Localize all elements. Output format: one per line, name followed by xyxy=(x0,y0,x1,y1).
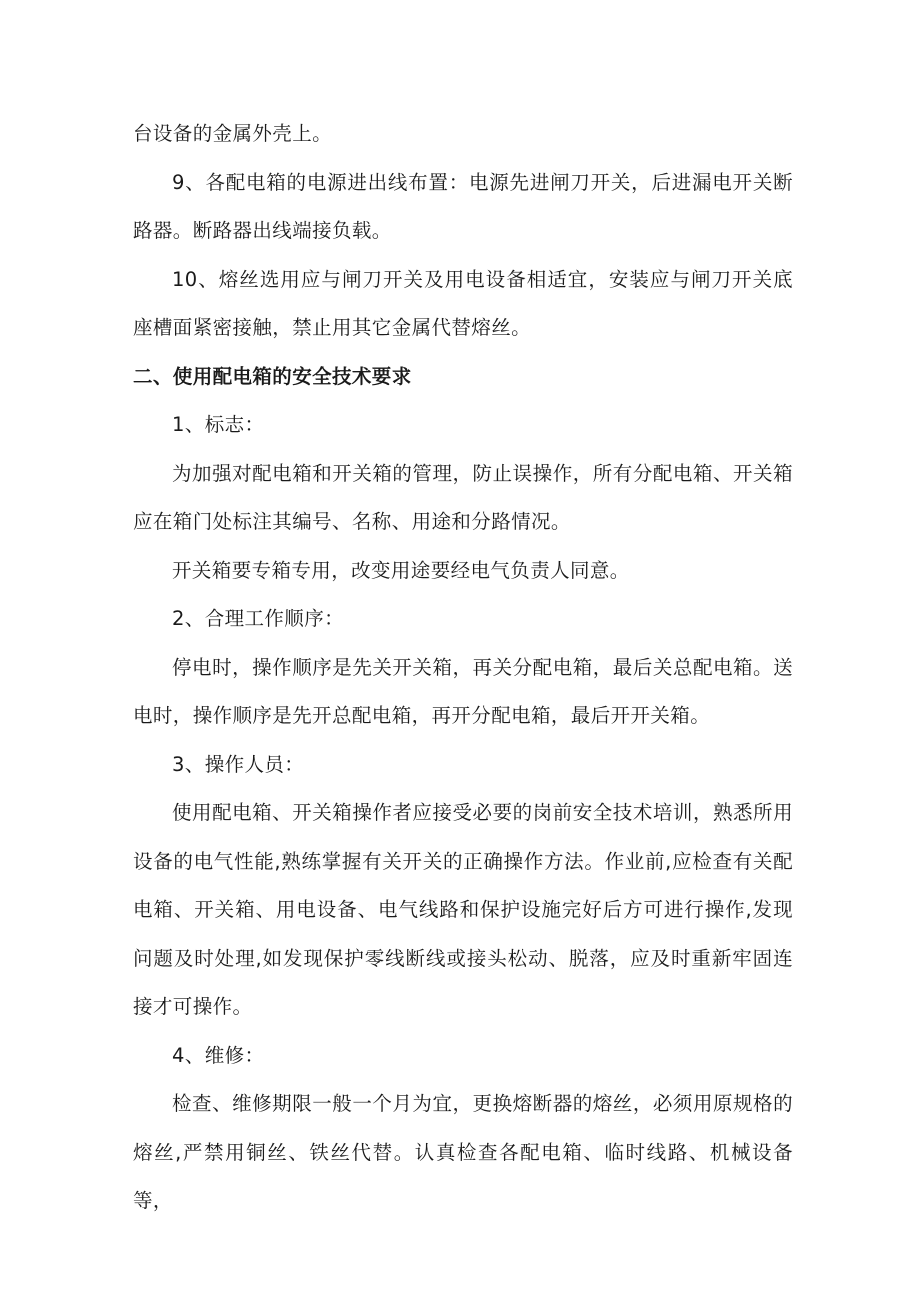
paragraph-maintenance: 检查、维修期限一般一个月为宜，更换熔断器的熔丝，必须用原规格的熔丝,严禁用铜丝、铁丝代替。认真检查各配电箱、临时线路、机械设备等， xyxy=(133,1092,793,1212)
paragraph-item-10-fuse: 10、熔丝选用应与闸刀开关及用电设备相适宜，安装应与闸刀开关底座槽面紧密接触，禁止用其它金属代替熔丝。 xyxy=(133,267,793,339)
paragraph-dedicated-box: 开关箱要专箱专用，改变用途要经电气负责人同意。 xyxy=(172,558,630,582)
paragraph-sequence: 停电时，操作顺序是先关开关箱，再关分配电箱，最后关总配电箱。送电时，操作顺序是先开总配电箱，再开分配电箱，最后开开关箱。 xyxy=(133,655,793,727)
subheading-sequence: 2、合理工作顺序： xyxy=(172,607,345,630)
section-heading: 二、使用配电箱的安全技术要求 xyxy=(133,364,412,388)
paragraph-continuation: 台设备的金属外壳上。 xyxy=(133,122,333,145)
paragraph-marking: 为加强对配电箱和开关箱的管理，防止误操作，所有分配电箱、开关箱应在箱门处标注其编号、名称、用途和分路情况。 xyxy=(133,461,793,533)
subheading-operators: 3、操作人员： xyxy=(172,752,305,776)
paragraph-operators: 使用配电箱、开关箱操作者应接受必要的岗前安全技术培训，熟悉所用设备的电气性能,熟练掌握有关开关的正确操作方法。作业前,应检查有关配电箱、开关箱、用电设备、电气线路和保护设施完好后方可进行操作,发现问题及时处理,如发现保护零线断线或接头松动、脱落，应及时重新牢固连接才可操作。 xyxy=(133,801,793,1018)
subheading-marking: 1、标志： xyxy=(172,413,265,436)
paragraph-item-9-wiring: 9、各配电箱的电源进出线布置：电源先进闸刀开关，后进漏电开关断路器。断路器出线端接负载。 xyxy=(133,170,793,242)
document-body xyxy=(133,110,793,1226)
subheading-maintenance: 4、维修： xyxy=(172,1043,265,1067)
